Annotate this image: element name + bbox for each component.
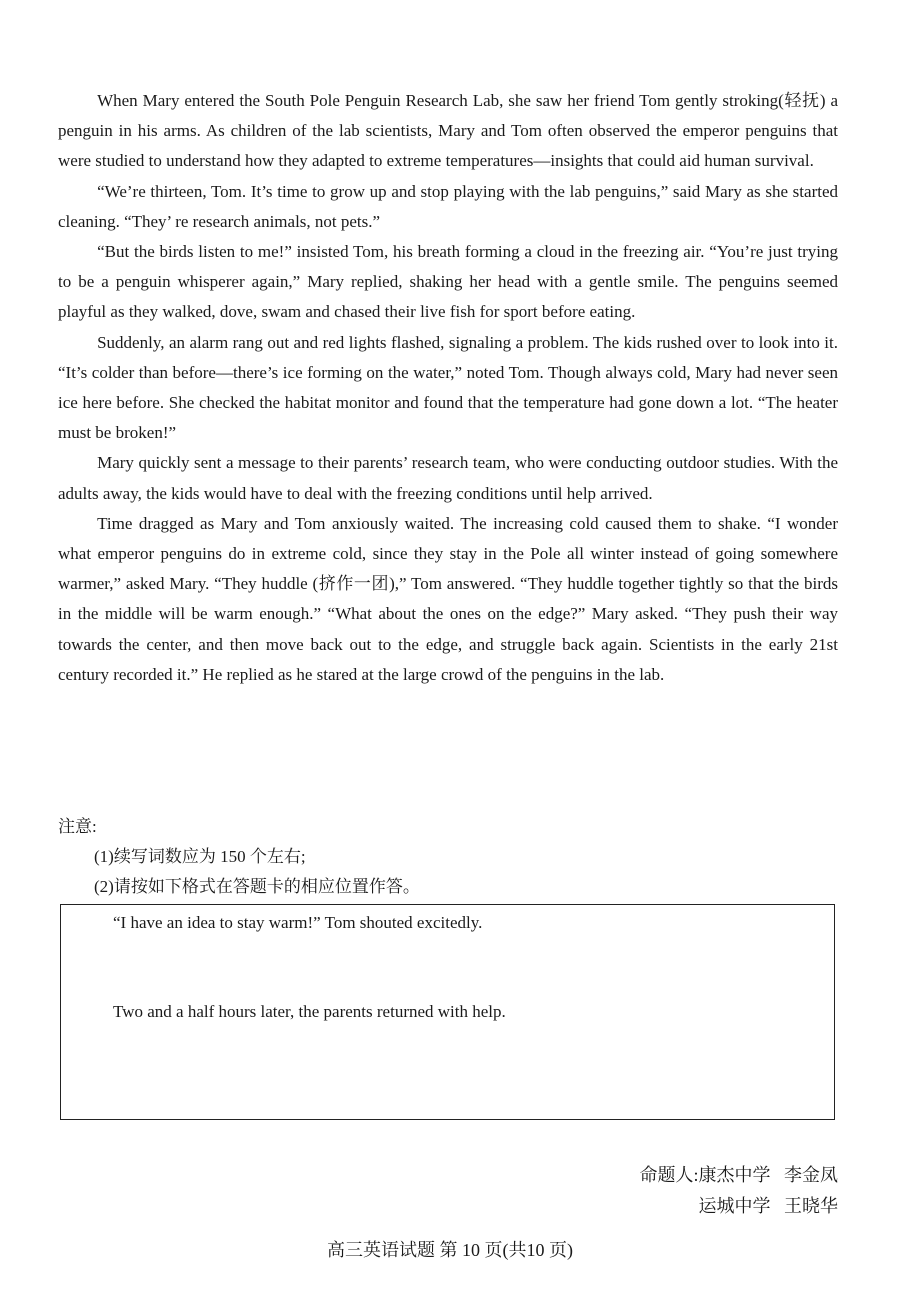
story-passage [58, 86, 838, 690]
note-item-word-count: (1)续写词数应为 150 个左右; [94, 847, 306, 866]
credit-line-2: 运城中学 王晓华 [698, 1196, 838, 1216]
passage-paragraph-4: Suddenly, an alarm rang out and red lights flashed, signaling a problem. The kids rushed over to look into it. “It’s colder than before—there’s ice forming on the water,” noted Tom. Though always cold, Mary had never seen ice here before. She checked the habitat monitor and found that the temperature had gone down a lot. “The heater must be broken!” [58, 332, 838, 443]
passage-paragraph-1: When Mary entered the South Pole Penguin Research Lab, she saw her friend Tom gently stroking(轻抚) a penguin in his arms. As children of the lab scientists, Mary and Tom often observed the emperor penguins that were studied to understand how they adapted to extreme temperatures—insights that could aid human survival. [58, 91, 838, 171]
passage-paragraph-6: Time dragged as Mary and Tom anxiously waited. The increasing cold caused them to shake. “I wonder what emperor penguins do in extreme cold, since they stay in the Pole all winter instead of going somewhere warmer,” asked Mary. “They huddle (挤作一团),” Tom answered. “They huddle together tightly so that the birds in the middle will be warm enough.” “What about the ones on the edge?” Mary asked. “They push their way towards the center, and then move back out to the edge, and struggle back again. Scientists in the early 21st century recorded it.” He replied as he stared at the large crowd of the penguins in the lab. [58, 513, 838, 684]
credit-line-1: 命题人:康杰中学 李金凤 [639, 1165, 838, 1185]
instructions-notes [58, 812, 838, 902]
note-item-format: (2)请按如下格式在答题卡的相应位置作答。 [94, 877, 420, 896]
paragraph-1-opener: “I have an idea to stay warm!” Tom shouted excitedly. [113, 913, 483, 932]
passage-paragraph-3: “But the birds listen to me!” insisted Tom, his breath forming a cloud in the freezing air. “You’re just trying to be a penguin whisperer again,” Mary replied, shaking her head with a gentle smile. The penguins seemed playful as they walked, dove, swam and chased their live fish for sport before eating. [58, 242, 838, 322]
passage-paragraph-5: Mary quickly sent a message to their parents’ research team, who were conducting outdoor studies. With the adults away, the kids would have to deal with the freezing conditions until help arrived. [58, 453, 838, 503]
answer-box [60, 904, 835, 1120]
author-credits [640, 1160, 839, 1222]
paragraph-2-opener: Two and a half hours later, the parents returned with help. [113, 1002, 506, 1021]
notes-heading: 注意: [58, 817, 97, 836]
passage-paragraph-2: “We’re thirteen, Tom. It’s time to grow up and stop playing with the lab penguins,” said Mary as she started cleaning. “They’ re research animals, not pets.” [58, 181, 838, 231]
page-footer: 高三英语试题 第 10 页(共10 页) [327, 1240, 573, 1260]
